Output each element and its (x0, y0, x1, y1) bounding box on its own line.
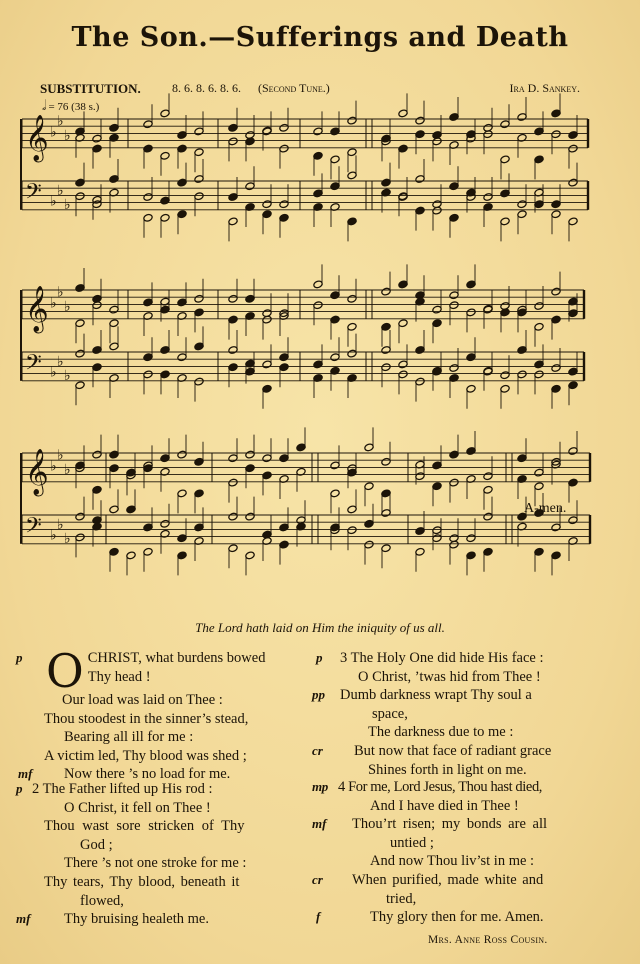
verse-line: Thou stoodest in the sinner’s stead, (44, 710, 249, 727)
tune-name: SUBSTITUTION. (40, 81, 141, 96)
verse-line: Thy head ! (87, 668, 151, 685)
composer: Ira D. Sankey. (509, 81, 580, 95)
verse-line: Dumb darkness wrapt Thy soul a (340, 687, 532, 704)
stanza-1 (16, 644, 298, 784)
verse-line: God ; (80, 836, 113, 853)
stanza-2 (16, 780, 297, 929)
verse-line: untied ; (390, 834, 434, 851)
dynamic-mark: p (316, 650, 323, 665)
verse-line: O Christ, it fell on Thee ! (64, 799, 211, 816)
dynamic-mark: mf (16, 911, 31, 927)
dynamic-mark: mf (18, 766, 33, 782)
flat-icon: ♭ (64, 129, 71, 144)
flat-icon: ♭ (64, 198, 71, 214)
notes (75, 93, 578, 575)
bass-clef-icon: 𝄢 (25, 350, 42, 381)
treble-clef-icon: 𝄞 (25, 285, 49, 332)
verse-line: Thou’rt risen; my bonds are all (352, 816, 547, 833)
verse-line: And I have died in Thee ! (370, 797, 519, 814)
dynamic-mark: p (16, 781, 23, 796)
flat-icon: ♭ (64, 369, 71, 385)
flat-icon: ♭ (50, 459, 57, 475)
flat-icon: ♭ (57, 114, 64, 130)
flat-icon: ♭ (57, 448, 64, 464)
flat-icon: ♭ (57, 517, 64, 533)
verse-line: Now there ’s no load for me. (64, 766, 231, 783)
tempo-text: = 76 (38 s.) (48, 101, 100, 113)
flat-icon: ♭ (64, 463, 71, 478)
amen-label: A-men. (524, 501, 567, 516)
flat-icon: ♭ (57, 354, 64, 370)
dynamic-mark: mp (312, 779, 328, 794)
verse-line: Thy bruising healeth me. (64, 911, 209, 928)
verse-line: Our load was laid on Thee : (62, 692, 223, 708)
drop-cap: O (46, 644, 84, 698)
page-title: The Son.—Sufferings and Death (71, 22, 569, 53)
flat-icon: ♭ (50, 296, 57, 312)
flat-icon: ♭ (64, 532, 71, 548)
flat-icon: ♭ (50, 125, 57, 141)
dynamic-mark: cr (312, 871, 323, 887)
verse-line: But now that face of radiant grace (354, 742, 552, 759)
verse-line: And now Thou liv’st in me : (370, 853, 535, 870)
dynamic-mark: pp (312, 687, 325, 703)
treble-clef-icon: 𝄞 (25, 114, 49, 161)
verse-line: flowed, (80, 892, 124, 909)
flat-icon: ♭ (57, 285, 64, 301)
dynamic-mark: p (16, 650, 23, 665)
flat-icon: ♭ (50, 528, 57, 544)
stanza-3 (312, 649, 610, 779)
tune-label: (Second Tune.) (258, 81, 330, 95)
verse-line: O Christ, ’twas hid from Thee ! (358, 668, 541, 685)
treble-clef-icon: 𝄞 (25, 448, 49, 495)
dynamic-mark: mf (312, 816, 327, 832)
half-note-icon: 𝅗𝅥 (42, 99, 47, 114)
flat-icon: ♭ (50, 365, 57, 381)
flat-icon: ♭ (57, 183, 64, 199)
verse-line: Thy glory then for me. Amen. (370, 909, 544, 926)
verse-line: space, (372, 705, 408, 722)
bass-clef-icon: 𝄢 (25, 179, 42, 210)
flat-icon: ♭ (50, 194, 57, 210)
scripture-caption: The Lord hath laid on Him the iniquity of us all. (195, 620, 445, 635)
verse-line: Bearing all ill for me : (64, 729, 194, 746)
verse-line: There ’s not one stroke for me : (64, 855, 247, 872)
verse-line: The darkness due to me : (368, 724, 514, 741)
dynamic-mark: f (316, 909, 321, 925)
verse-line: 4 For me, Lord Jesus, Thou hast died, (338, 779, 543, 795)
verse-line: Thy tears, Thy blood, beneath it (44, 873, 240, 890)
verse-line: CHRIST, what burdens bowed (87, 650, 266, 666)
staff-lines (21, 119, 590, 544)
flat-icon: ♭ (64, 300, 71, 315)
verse-line: 2 The Father lifted up His rod : (32, 781, 213, 797)
bass-clef-icon: 𝄢 (25, 513, 42, 544)
clefs (25, 115, 71, 548)
verse-line: A victim led, Thy blood was shed ; (44, 747, 247, 764)
verse-line: 3 The Holy One did hide His face : (340, 650, 544, 666)
author-credit: Mrs. Anne Ross Cousin. (428, 934, 548, 946)
meter: 8. 6. 8. 6. 8. 6. (172, 81, 241, 95)
verse-line: Thou wast sore stricken of Thy (44, 818, 245, 835)
verse-line: When purified, made white and (352, 871, 544, 888)
verse-line: tried, (386, 890, 417, 907)
dynamic-mark: cr (312, 742, 323, 758)
verse-line: Shines forth in light on me. (368, 761, 527, 778)
stanza-4 (312, 778, 600, 927)
